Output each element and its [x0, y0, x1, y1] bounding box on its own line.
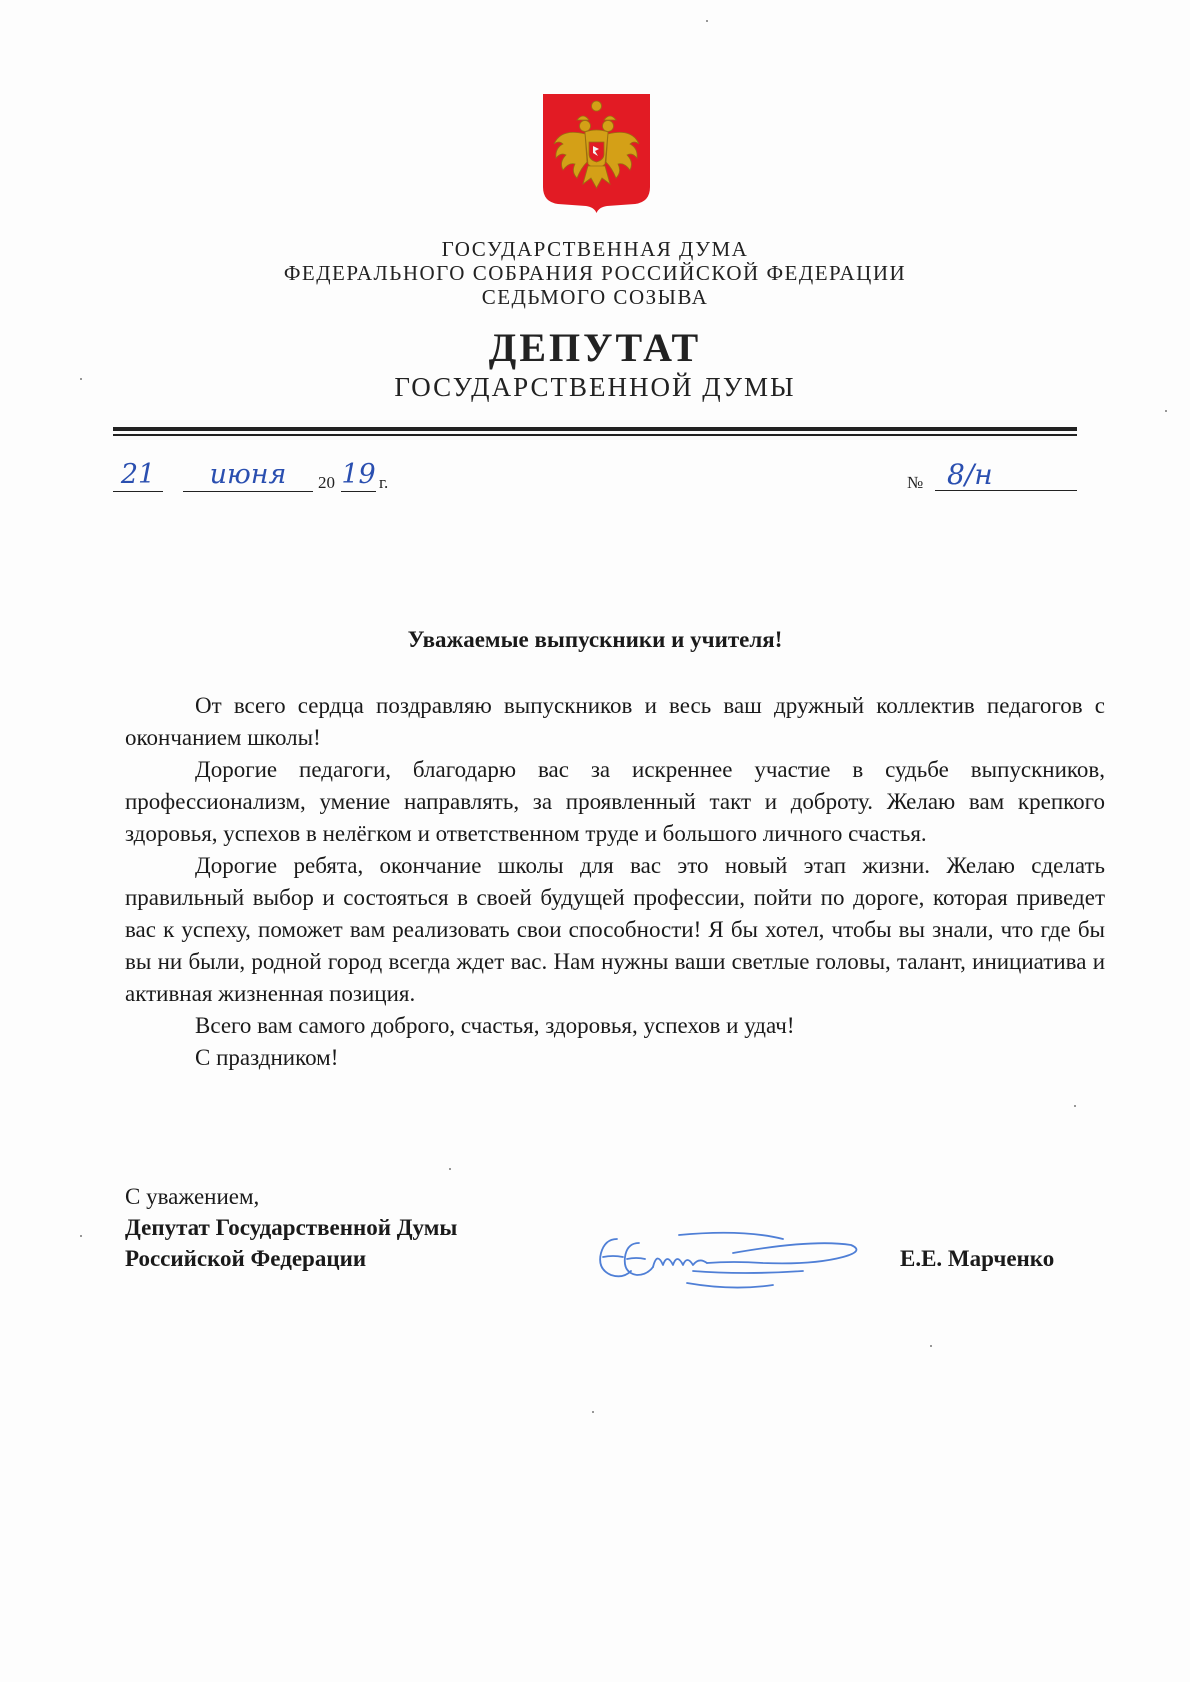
- number-value: 8/н: [935, 463, 1077, 491]
- header-line-1: ГОСУДАРСТВЕННАЯ ДУМА: [441, 237, 749, 261]
- header-line-2: ФЕДЕРАЛЬНОГО СОБРАНИЯ РОССИЙСКОЙ ФЕДЕРАЦИИ: [283, 261, 907, 285]
- date-year-mark: г.: [379, 473, 389, 492]
- signoff-block: [125, 1181, 457, 1274]
- letter-paragraph: Дорогие ребята, окончание школы для вас это новый этап жизни. Желаю сделать правильный выбор и состояться в своей будущей профессии, пойти по дороге, которая приведет вас к успеху, поможет вам реализовать свои способности! Я бы хотел, чтобы вы знали, что где бы вы ни были, родной город всегда ждет вас. Нам нужны ваши светлые головы, талант, инициатива и активная жизненная позиция.: [125, 853, 1105, 1006]
- letter-body: [125, 690, 1105, 1074]
- header-title: ДЕПУТАТ: [488, 325, 702, 370]
- signoff-closing: С уважением,: [125, 1184, 260, 1209]
- scan-speck: [1165, 410, 1167, 412]
- letter-paragraph: Всего вам самого доброго, счастья, здоровья, успехов и удач!: [195, 1013, 795, 1038]
- header-line-3: СЕДЬМОГО СОЗЫВА: [481, 285, 709, 309]
- scan-speck: [706, 20, 708, 22]
- scan-speck: [80, 378, 82, 380]
- number-label: №: [907, 473, 924, 492]
- scan-speck: [1074, 1105, 1076, 1107]
- scan-speck: [449, 1168, 451, 1170]
- scan-speck: [592, 1411, 594, 1413]
- header-rule-thick: [113, 427, 1077, 431]
- letter-paragraph: От всего сердца поздравляю выпускников и весь ваш дружный коллектив педагогов с окончанием школы!: [125, 693, 1105, 750]
- date-day: 21: [113, 463, 163, 492]
- letter-paragraph: С праздником!: [195, 1045, 339, 1070]
- signoff-position-line-1: Депутат Государственной Думы: [125, 1215, 458, 1240]
- scan-speck: [80, 1235, 82, 1237]
- signoff-name: Е.Е. Марченко: [900, 1246, 1055, 1271]
- document-number-field: [907, 458, 1077, 499]
- signoff-position-line-2: Российской Федерации: [125, 1246, 367, 1271]
- scan-speck: [930, 1345, 932, 1347]
- date-year-prefix: 20: [318, 473, 335, 492]
- signature-icon: [583, 1225, 883, 1305]
- coat-of-arms-icon: [541, 92, 652, 213]
- header-rule-thin: [113, 434, 1077, 436]
- date-month: июня: [183, 463, 313, 492]
- header-subtitle: ГОСУДАРСТВЕННОЙ ДУМЫ: [394, 372, 796, 402]
- letter-greeting: Уважаемые выпускники и учителя!: [407, 627, 783, 652]
- letter-paragraph: Дорогие педагоги, благодарю вас за искреннее участие в судьбе выпускников, профессионализм, умение направлять, за проявленный такт и доброту. Желаю вам крепкого здоровья, успехов в нелёгком и ответственном труде и большого личного счастья.: [125, 757, 1105, 846]
- date-year-suffix: 19: [341, 459, 376, 490]
